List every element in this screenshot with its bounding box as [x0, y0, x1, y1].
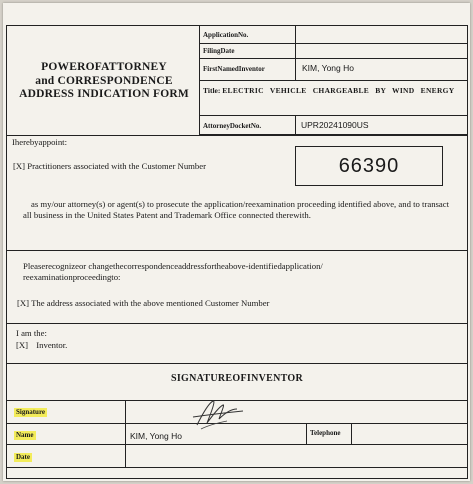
application-no-label: ApplicationNo.: [203, 31, 249, 39]
first-inventor-value: KIM, Yong Ho: [302, 63, 354, 73]
address-checkbox[interactable]: [X]: [17, 298, 30, 308]
inventor-text: Inventor.: [36, 340, 68, 350]
applicant-role-line: [16, 340, 67, 351]
title-line-2: and CORRESPONDENCE: [35, 74, 173, 87]
form-title: [11, 61, 197, 102]
inventor-checkbox[interactable]: [X]: [16, 340, 29, 350]
title-field: [203, 86, 465, 96]
name-value: KIM, Yong Ho: [130, 431, 182, 441]
correspondence-address-line: [17, 298, 269, 309]
title-line-3: ADDRESS INDICATION FORM: [19, 88, 189, 100]
name-label: Name: [16, 431, 34, 439]
filing-date-label: FilingDate: [203, 47, 235, 55]
poa-form-sheet: [3, 3, 470, 481]
appoint-paragraph: as my/our attorney(s) or agent(s) to prosecute the application/reexamination proceeding identified above, and to transact all business in the United States Patent and Trademark Office connected therewith.: [23, 199, 450, 220]
customer-number-box[interactable]: 66390: [295, 146, 443, 186]
signature-label: Signature: [16, 408, 46, 416]
correspondence-request: Pleaserecognizeor changethecorrespondenceaddressfortheabove-identifiedapplication/reexaminationproceedingto:: [23, 261, 323, 282]
signature-heading: SIGNATUREOFINVENTOR: [170, 373, 304, 384]
title-field-label: Title:: [203, 86, 221, 95]
telephone-label: Telephone: [310, 429, 341, 437]
docket-value: UPR20241090US: [301, 120, 369, 130]
appoint-intro: Iherebyappoint:: [12, 137, 68, 147]
first-inventor-label: FirstNamedInventor: [203, 65, 265, 73]
practitioners-line: [13, 161, 206, 172]
inventor-signature[interactable]: [183, 395, 253, 435]
practitioners-checkbox[interactable]: [X]: [13, 161, 26, 171]
docket-label: AttorneyDocketNo.: [203, 122, 262, 130]
i-am-label: I am the:: [16, 328, 47, 338]
title-line-1: POWEROFATTORNEY: [41, 61, 167, 73]
practitioners-text: Practitioners associated with the Customer Number: [27, 161, 207, 171]
date-label: Date: [16, 453, 30, 461]
title-field-value: ELECTRIC VEHICLE CHARGEABLE BY WIND ENERGY: [222, 86, 455, 95]
address-text: The address associated with the above mentioned Customer Number: [31, 298, 270, 308]
